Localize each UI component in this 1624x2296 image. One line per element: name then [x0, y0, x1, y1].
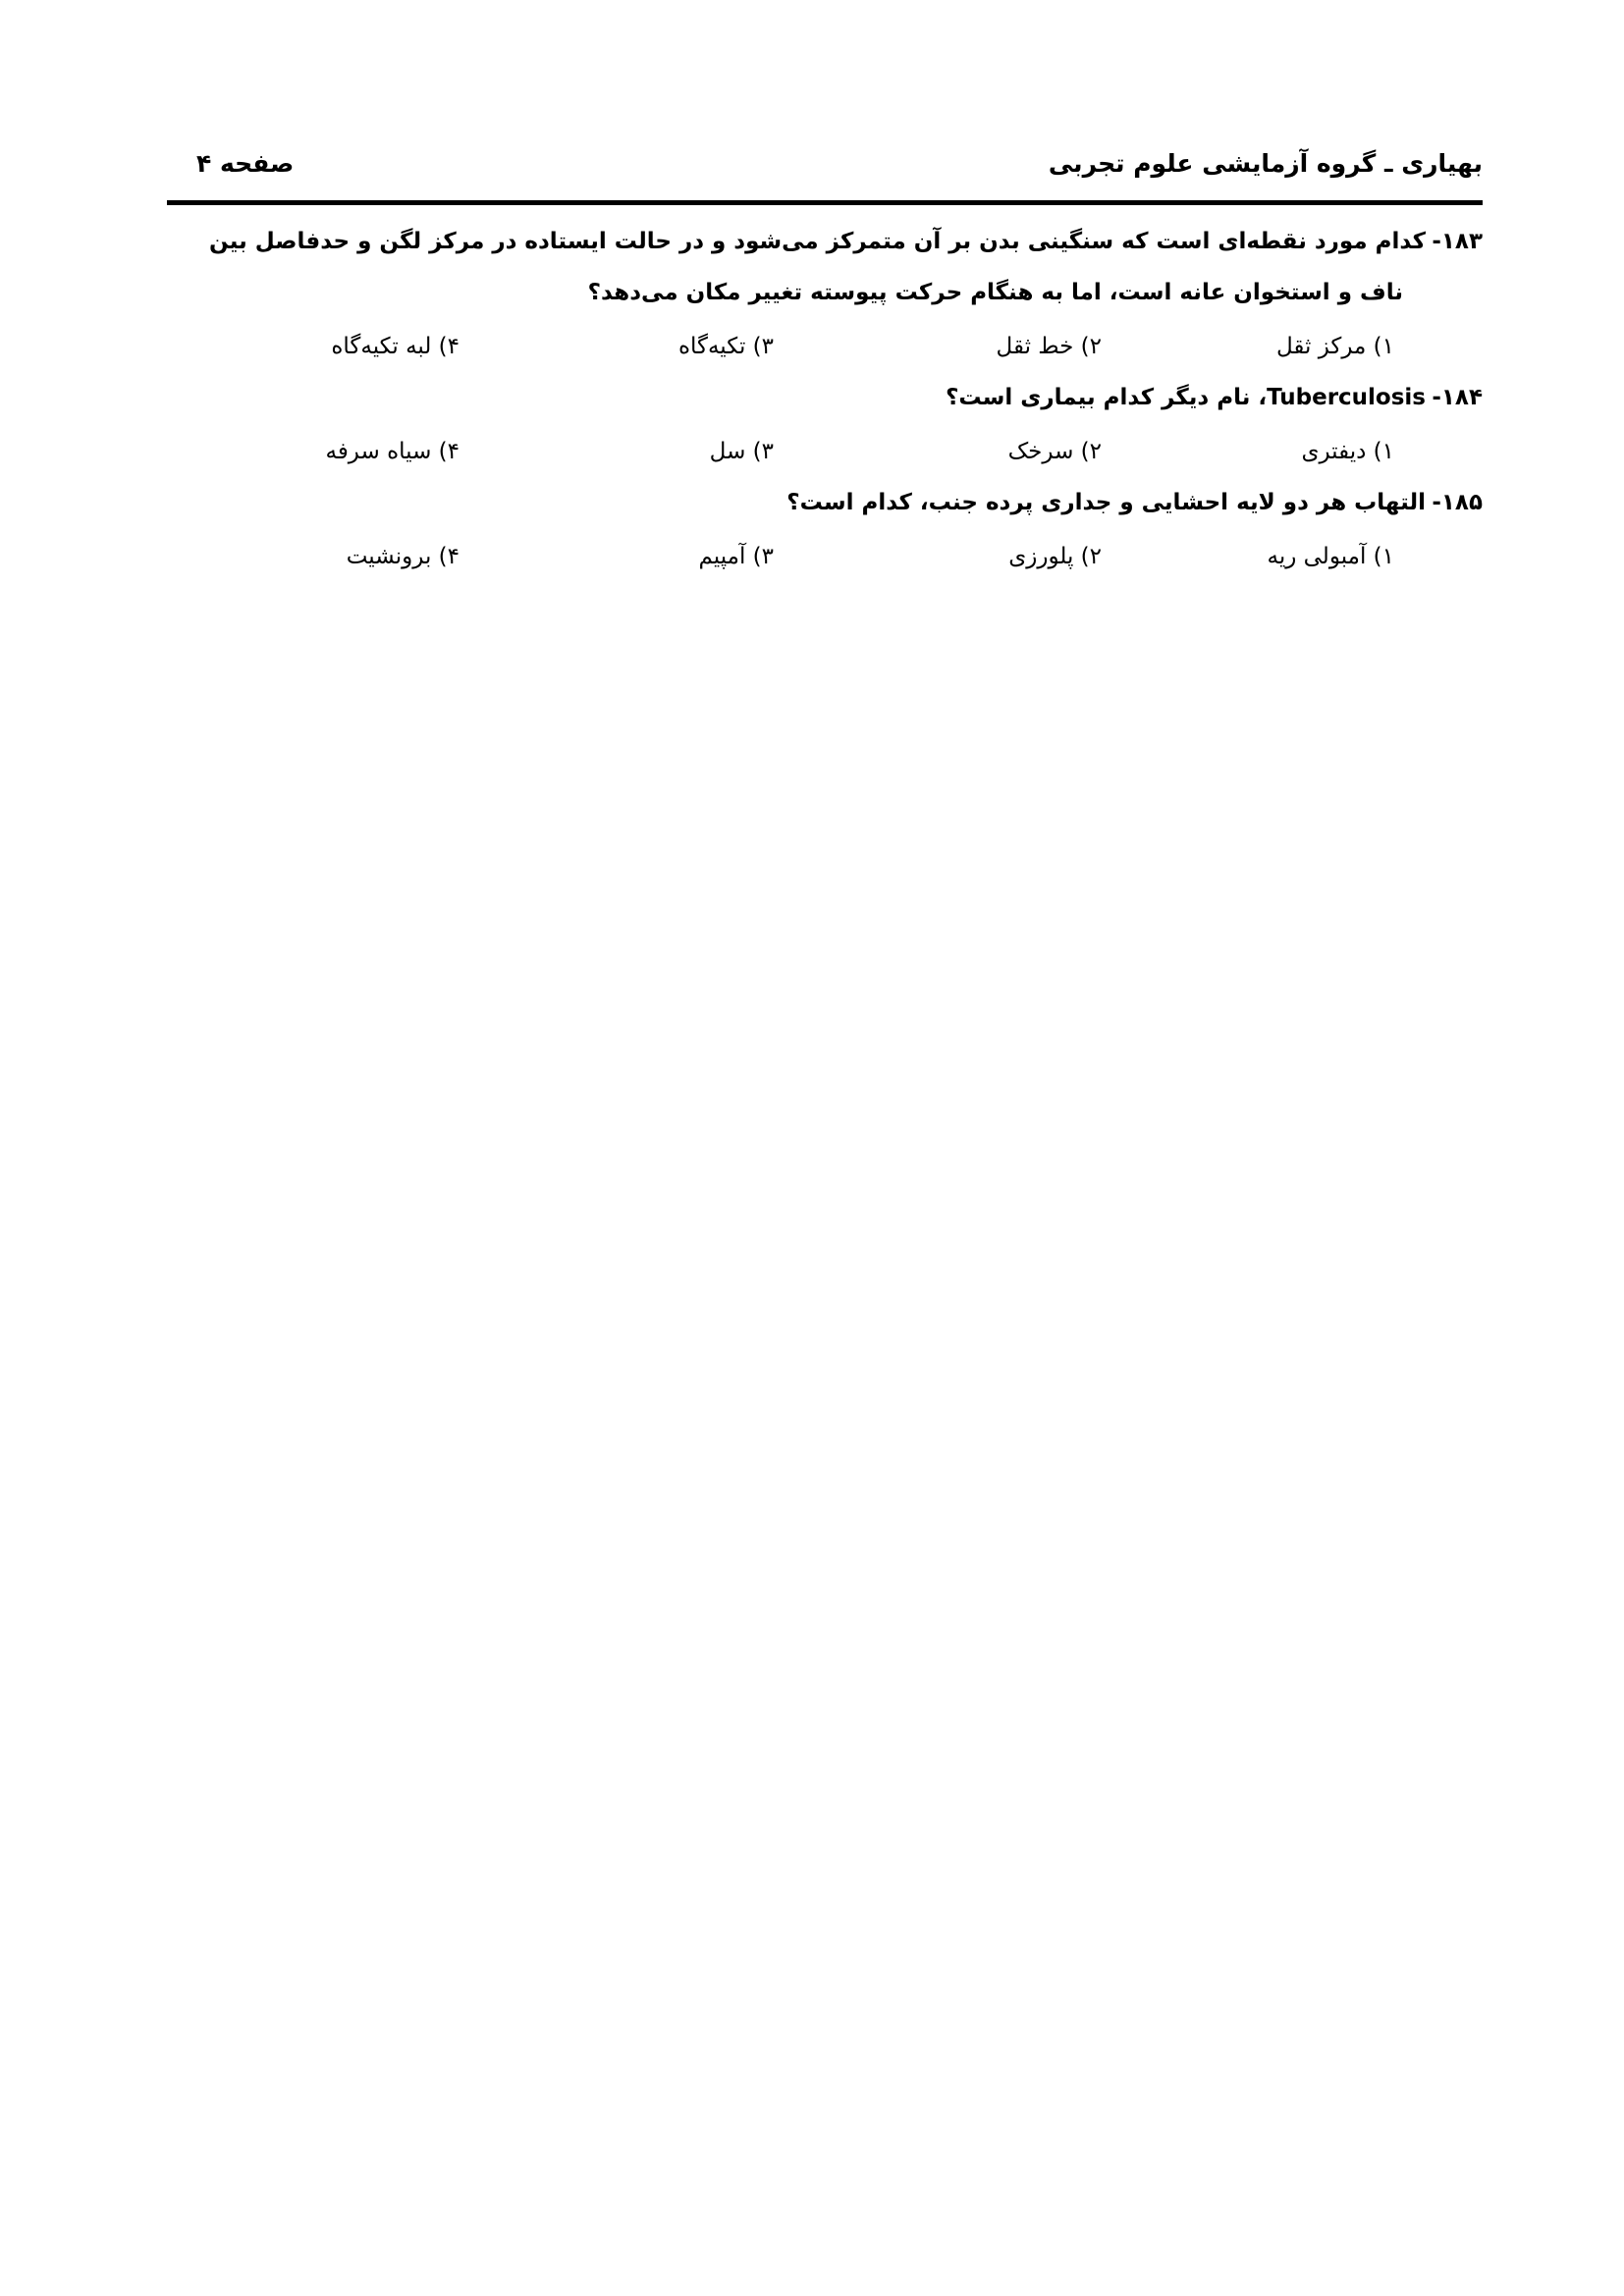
- option-3[interactable]: ۳) آمپیم: [698, 544, 774, 569]
- question-text: التهاب هر دو لایه احشایی و جداری پرده جنب، کدام است؟: [786, 490, 1426, 515]
- question-text: Tuberculosis، نام دیگر کدام بیماری است؟: [946, 385, 1426, 410]
- header-title: بهیاری ـ گروه آزمایشی علوم تجربی: [1048, 149, 1483, 178]
- option-4[interactable]: ۴) برونشیت: [346, 544, 460, 569]
- option-1[interactable]: ۱) آمبولی ریه: [1267, 544, 1394, 569]
- question-183-line2: ناف و استخوان عانه است، اما به هنگام حرکت پیوسته تغییر مکان می‌دهد؟: [587, 280, 1403, 305]
- option-4[interactable]: ۴) لبه تکیه‌گاه: [331, 334, 460, 359]
- question-184: [946, 385, 1483, 410]
- option-4[interactable]: ۴) سیاه سرفه: [325, 439, 460, 464]
- question-number: ۱۸۳-: [1432, 229, 1483, 254]
- question-text: کدام مورد نقطه‌ای است که سنگینی بدن بر آن متمرکز می‌شود و در حالت ایستاده در مرکز لگن و حدفاصل بین: [209, 229, 1426, 254]
- page-number: صفحه ۴: [196, 149, 295, 178]
- question-number: ۱۸۴-: [1432, 385, 1483, 410]
- header-rule: [167, 200, 1483, 205]
- option-1[interactable]: ۱) دیفتری: [1301, 439, 1394, 464]
- option-3[interactable]: ۳) سل: [709, 439, 774, 464]
- option-2[interactable]: ۲) پلورزی: [1008, 544, 1102, 569]
- option-3[interactable]: ۳) تکیه‌گاه: [677, 334, 774, 359]
- option-2[interactable]: ۲) سرخک: [1007, 439, 1102, 464]
- option-1[interactable]: ۱) مرکز ثقل: [1275, 334, 1394, 359]
- question-183: [209, 229, 1483, 254]
- question-number: ۱۸۵-: [1432, 490, 1483, 515]
- question-185: [786, 490, 1483, 515]
- option-2[interactable]: ۲) خط ثقل: [996, 334, 1102, 359]
